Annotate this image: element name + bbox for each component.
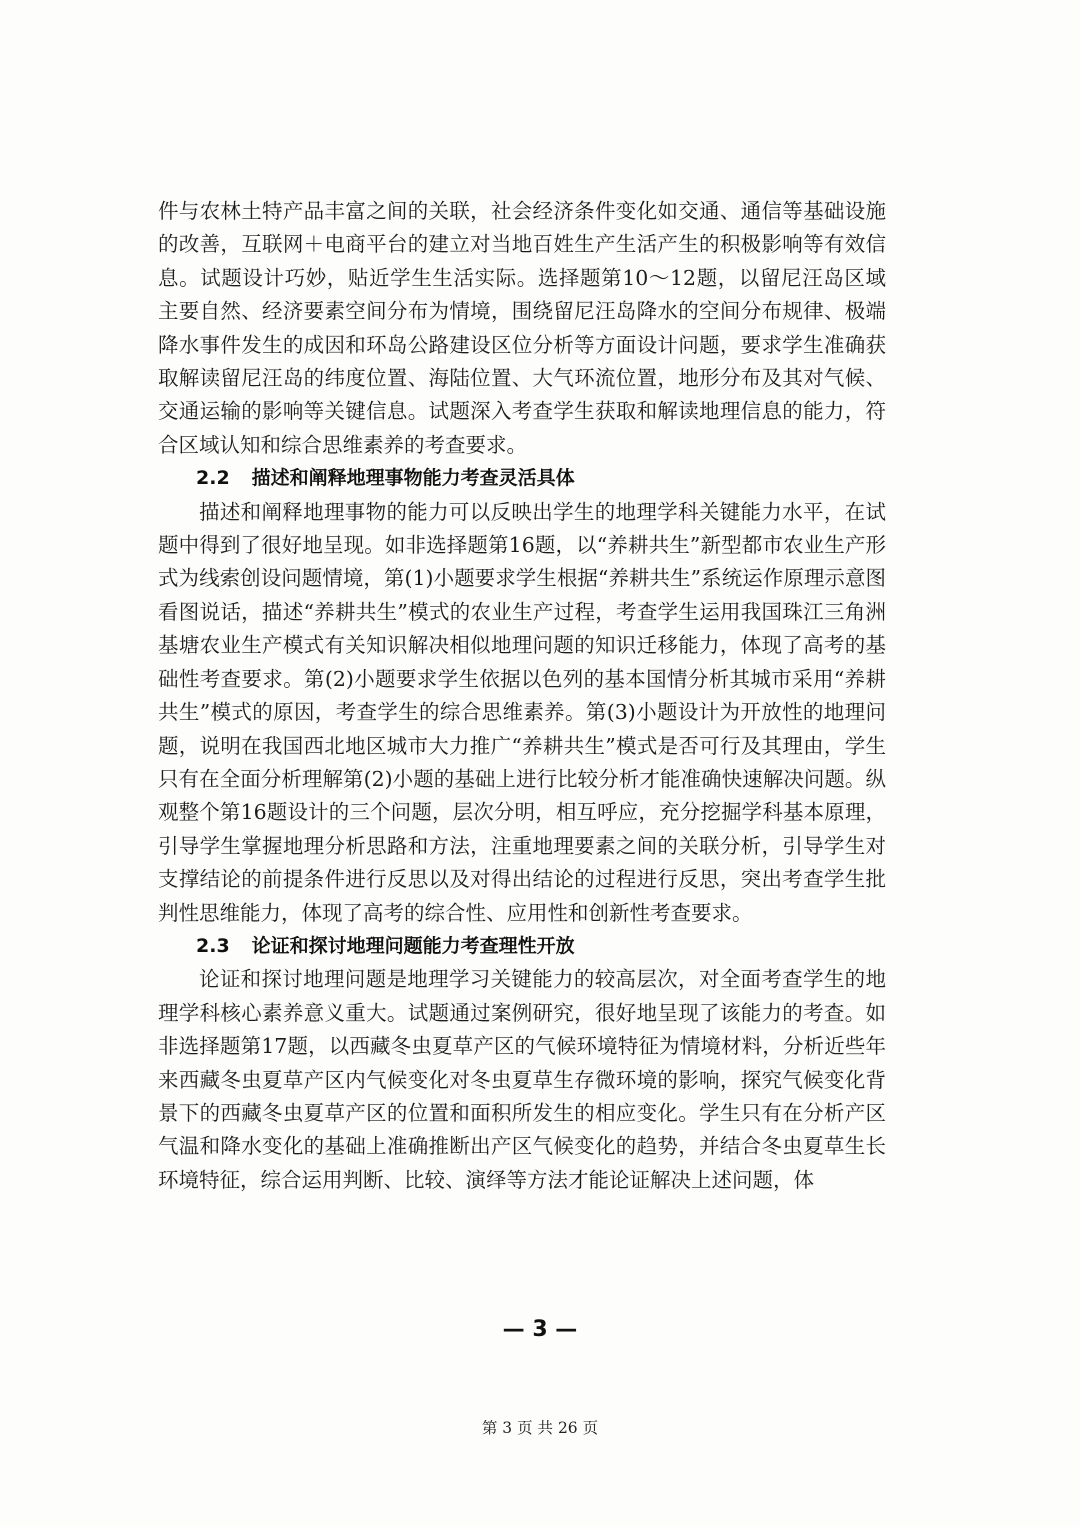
section-heading-2-2 bbox=[158, 462, 886, 495]
section-heading-2-3 bbox=[158, 930, 886, 963]
section-title: 描述和阐释地理事物能力考查灵活具体 bbox=[251, 467, 575, 490]
page-footer: 第 3 页 共 26 页 bbox=[481, 1419, 599, 1437]
section-title: 论证和探讨地理问题能力考查理性开放 bbox=[251, 934, 575, 957]
paragraph: 描述和阐释地理事物的能力可以反映出学生的地理学科关键能力水平，在试题中得到了很好地呈现。如非选择题第16题，以“养耕共生”新型都市农业生产形式为线索创设问题情境，第(1)小题要求学生根据“养耕共生”系统运作原理示意图看图说话，描述“养耕共生”模式的农业生产过程，考查学生运用我国珠江三角洲基塘农业生产模式有关知识解决相似地理问题的知识迁移能力，体现了高考的基础性考查要求。第(2)小题要求学生依据以色列的基本国情分析其城市采用“养耕共生”模式的原因，考查学生的综合思维素养。第(3)小题设计为开放性的地理问题，说明在我国西北地区城市大力推广“养耕共生”模式是否可行及其理由，学生只有在全面分析理解第(2)小题的基础上进行比较分析才能准确快速解决问题。纵观整个第16题设计的三个问题，层次分明，相互呼应，充分挖掘学科基本原理，引导学生掌握地理分析思路和方法，注重地理要素之间的关联分析，引导学生对支撑结论的前提条件进行反思以及对得出结论的过程进行反思，突出考查学生批判性思维能力，体现了高考的综合性、应用性和创新性考查要求。 bbox=[158, 499, 886, 925]
paragraph: 论证和探讨地理问题是地理学习关键能力的较高层次，对全面考查学生的地理学科核心素养意义重大。试题通过案例研究，很好地呈现了该能力的考查。如非选择题第17题，以西藏冬虫夏草产区的气候环境特征为情境材料，分析近些年来西藏冬虫夏草产区内气候变化对冬虫夏草生存微环境的影响，探究气候变化背景下的西藏冬虫夏草产区的位置和面积所发生的相应变化。学生只有在分析产区气温和降水变化的基础上准确推断出产区气候变化的趋势，并结合冬虫夏草生长环境特征，综合运用判断、比较、演绎等方法才能论证解决上述问题，体 bbox=[158, 967, 886, 1192]
page-number: — 3 — bbox=[502, 1317, 578, 1342]
section-number: 2.3 bbox=[196, 934, 230, 957]
paragraph-continuation: 件与农林土特产品丰富之间的关联，社会经济条件变化如交通、通信等基础设施的改善，互联网＋电商平台的建立对当地百姓生产生活产生的积极影响等有效信息。试题设计巧妙，贴近学生生活实际。选择题第10～12题，以留尼汪岛区域主要自然、经济要素空间分布为情境，围绕留尼汪岛降水的空间分布规律、极端降水事件发生的成因和环岛公路建设区位分析等方面设计问题，要求学生准确获取解读留尼汪岛的纬度位置、海陆位置、大气环流位置，地形分布及其对气候、交通运输的影响等关键信息。试题深入考查学生获取和解读地理信息的能力，符合区域认知和综合思维素养的考查要求。 bbox=[158, 199, 886, 457]
body-text bbox=[158, 195, 886, 1197]
section-number: 2.2 bbox=[196, 467, 230, 490]
